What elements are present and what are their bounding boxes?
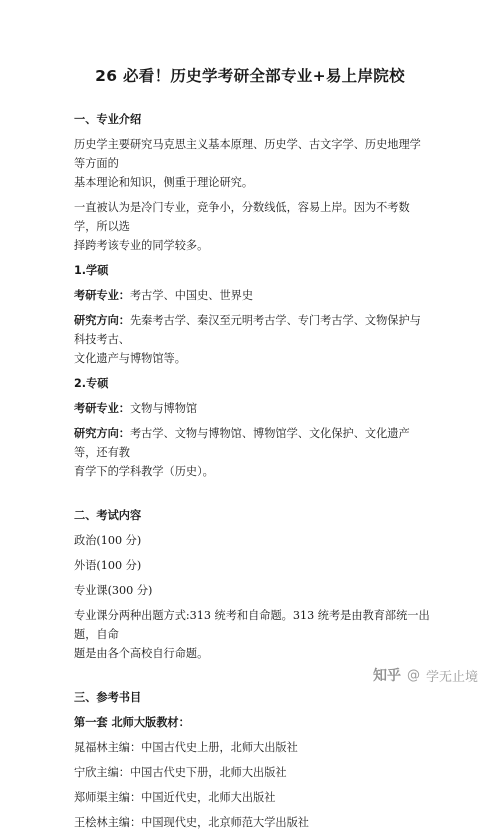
at-sign: @ <box>406 667 420 683</box>
exam-item: 专业课(300 分) <box>74 584 153 597</box>
label: 研究方向： <box>74 314 130 327</box>
paragraph-line: 文化遗产与博物馆等。 <box>74 352 186 365</box>
paragraph-line: 历史学主要研究马克思主义基本原理、历史学、古文字学、历史地理学等方面的 <box>74 138 421 170</box>
watermark-username: 学无止境 <box>425 669 478 685</box>
paragraph-line: 育学下的学科教学（历史）。 <box>74 465 214 478</box>
xueshuo-directions <box>74 311 430 349</box>
book-item: 王桧林主编：中国现代史，北京师范大学出版社 <box>74 816 309 829</box>
zhuanshuo-directions <box>74 424 430 462</box>
section-heading-intro: 一、专业介绍 <box>74 113 142 126</box>
paragraph-line: 基本理论和知识，侧重于理论研究。 <box>74 176 254 189</box>
exam-item: 政治(100 分) <box>74 534 142 547</box>
book-item: 郑师渠主编：中国近代史，北师大出版社 <box>74 791 276 804</box>
paragraph-line: 一直被认为是冷门专业，竞争小，分数线低，容易上岸。因为不考数学，所以选 <box>74 201 410 233</box>
zhihu-logo: 知乎 <box>372 668 401 684</box>
document-title: 26 必看！历史学考研全部专业+易上岸院校 <box>95 67 405 85</box>
zhuanshuo-majors <box>74 399 430 418</box>
paragraph-line: 择跨考该专业的同学较多。 <box>74 239 209 252</box>
value: 先秦考古学、秦汉至元明考古学、专门考古学、文物保护与科技考古、 <box>74 314 421 346</box>
section-heading-books: 三、参考书目 <box>74 691 142 704</box>
zhihu-watermark <box>373 665 478 685</box>
section-heading-exam: 二、考试内容 <box>74 509 142 522</box>
value: 文物与博物馆 <box>129 402 198 415</box>
document-body <box>74 110 430 832</box>
paragraph-line: 题是由各个高校自行命题。 <box>74 647 209 660</box>
value: 考古学、文物与博物馆、博物馆学、文化保护、文化遗产等，还有教 <box>74 427 410 459</box>
book-item: 宁欣主编：中国古代史下册，北师大出版社 <box>74 766 287 779</box>
xueshuo-majors <box>74 286 430 305</box>
subheading-zhuanshuo: 2.专硕 <box>74 377 109 390</box>
label: 考研专业： <box>74 402 130 415</box>
label: 考研专业： <box>74 289 130 302</box>
book-set-heading: 第一套 北师大版教材： <box>74 716 190 729</box>
exam-item: 外语(100 分) <box>74 559 142 572</box>
value: 考古学、中国史、世界史 <box>129 289 254 302</box>
book-item: 晁福林主编：中国古代史上册，北师大出版社 <box>74 741 298 754</box>
label: 研究方向： <box>74 427 130 440</box>
subheading-xueshuo: 1.学硕 <box>74 264 109 277</box>
paragraph-line: 专业课分两种出题方式:313 统考和自命题。313 统考是由教育部统一出题，自命 <box>74 609 430 641</box>
